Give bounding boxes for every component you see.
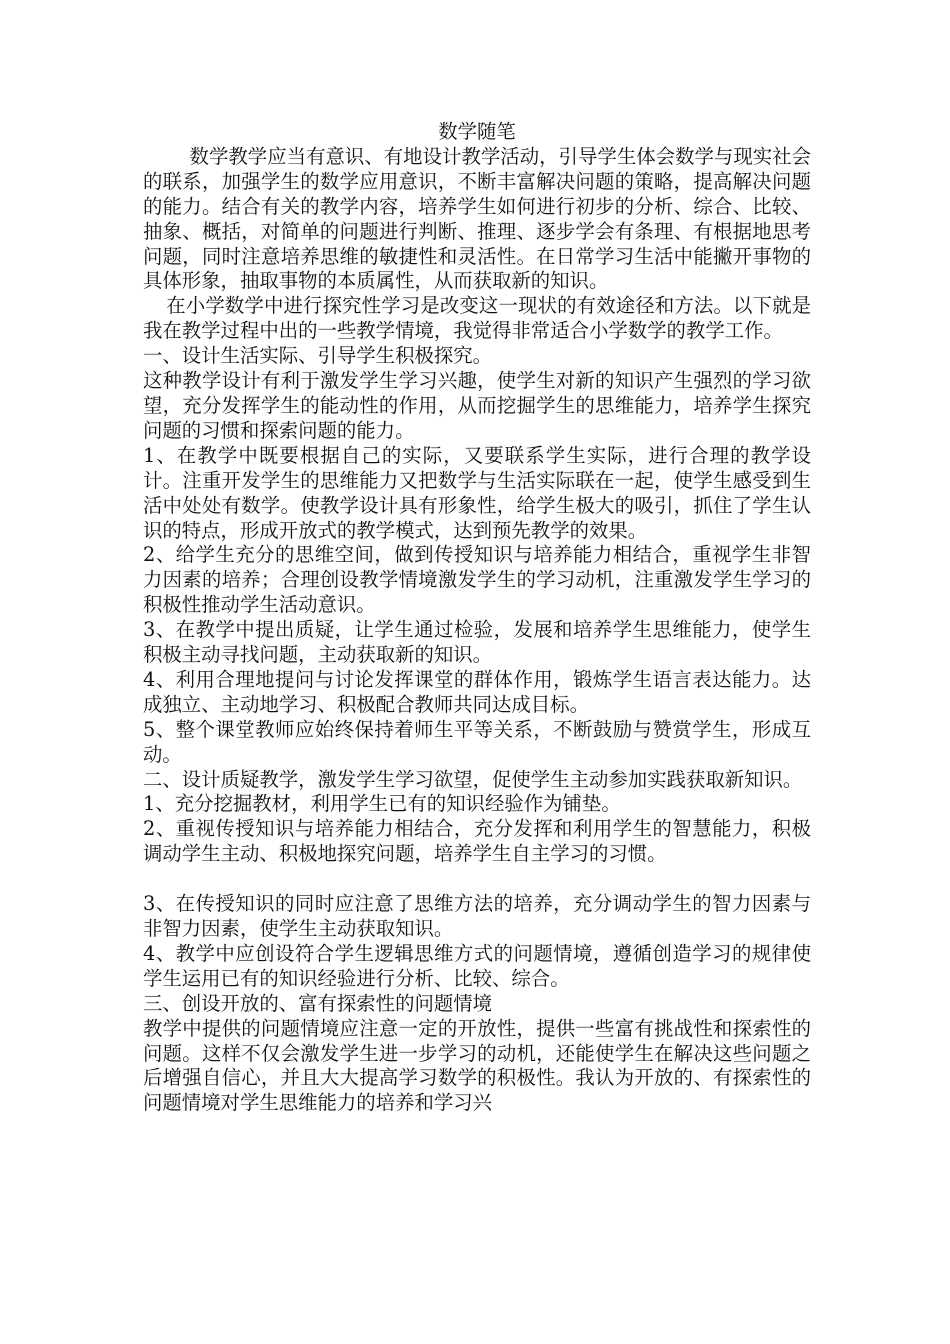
blank-line [143, 867, 811, 892]
list-item: 1、在教学中既要根据自己的实际，又要联系学生实际，进行合理的教学设计。注重开发学生的思维能力又把数学与生活实际联在一起，使学生感受到生活中处处有数学。使教学设计具有形象性，给学生极大的吸引，抓住了学生认识的特点，形成开放式的教学模式，达到预先教学的效果。 [143, 443, 811, 542]
section-heading-1: 一、设计生活实际、引导学生积极探究。 [143, 344, 493, 368]
paragraph: 这种教学设计有利于激发学生学习兴趣，使学生对新的知识产生强烈的学习欲望，充分发挥学生的能动性的作用，从而挖掘学生的思维能力，培养学生探究问题的习惯和探索问题的能力。 [143, 369, 811, 442]
document-title: 数学随笔 [438, 120, 516, 143]
section-heading-3: 三、创设开放的、富有探索性的问题情境 [143, 991, 493, 1015]
list-item: 1、充分挖掘教材，利用学生已有的知识经验作为铺垫。 [143, 792, 621, 816]
list-item: 2、给学生充分的思维空间，做到传授知识与培养能力相结合，重视学生非智力因素的培养；合理创设教学情境激发学生的学习动机，注重激发学生学习的积极性推动学生活动意识。 [143, 543, 811, 617]
paragraph: 教学中提供的问题情境应注意一定的开放性，提供一些富有挑战性和探索性的问题。这样不仅会激发学生进一步学习的动机，还能使学生在解决这些问题之后增强自信心，并且大大提高学习数学的积极性。我认为开放的、有探索性的问题情境对学生思维能力的培养和学习兴 [143, 1016, 811, 1115]
list-item: 4、利用合理地提问与讨论发挥课堂的群体作用，锻炼学生语言表达能力。达成独立、主动地学习、积极配合教师共同达成目标。 [143, 667, 811, 716]
paragraph-intro: 数学教学应当有意识、有地设计教学活动，引导学生体会数学与现实社会的联系，加强学生的数学应用意识，不断丰富解决问题的策略，提高解决问题的能力。结合有关的教学内容，培养学生如何进行初步的分析、综合、比较、抽象、概括，对简单的问题进行判断、推理、逐步学会有条理、有根据地思考问题，同时注意培养思维的敏捷性和灵活性。在日常学习生活中能撇开事物的具体形象，抽取事物的本质属性，从而获取新的知识。 [143, 144, 811, 293]
list-item: 5、整个课堂教师应始终保持着师生平等关系，不断鼓励与赞赏学生，形成互动。 [143, 717, 811, 766]
list-item: 4、教学中应创设符合学生逻辑思维方式的问题情境，遵循创造学习的规律使学生运用已有的知识经验进行分析、比较、综合。 [143, 941, 811, 990]
section-heading-2: 二、设计质疑教学，激发学生学习欲望，促使学生主动参加实践获取新知识。 [143, 767, 803, 791]
paragraph-exploration: 在小学数学中进行探究性学习是改变这一现状的有效途径和方法。以下就是我在教学过程中出的一些教学情境，我觉得非常适合小学数学的教学工作。 [143, 294, 811, 343]
list-item: 2、重视传授知识与培养能力相结合，充分发挥和利用学生的智慧能力，积极调动学生主动、积极地探究问题，培养学生自主学习的习惯。 [143, 817, 811, 866]
list-item: 3、在传授知识的同时应注意了思维方法的培养，充分调动学生的智力因素与非智力因素，使学生主动获取知识。 [143, 892, 811, 940]
document-page [143, 120, 811, 1116]
list-item: 3、在教学中提出质疑，让学生通过检验，发展和培养学生思维能力，使学生积极主动寻找问题，主动获取新的知识。 [143, 618, 811, 667]
